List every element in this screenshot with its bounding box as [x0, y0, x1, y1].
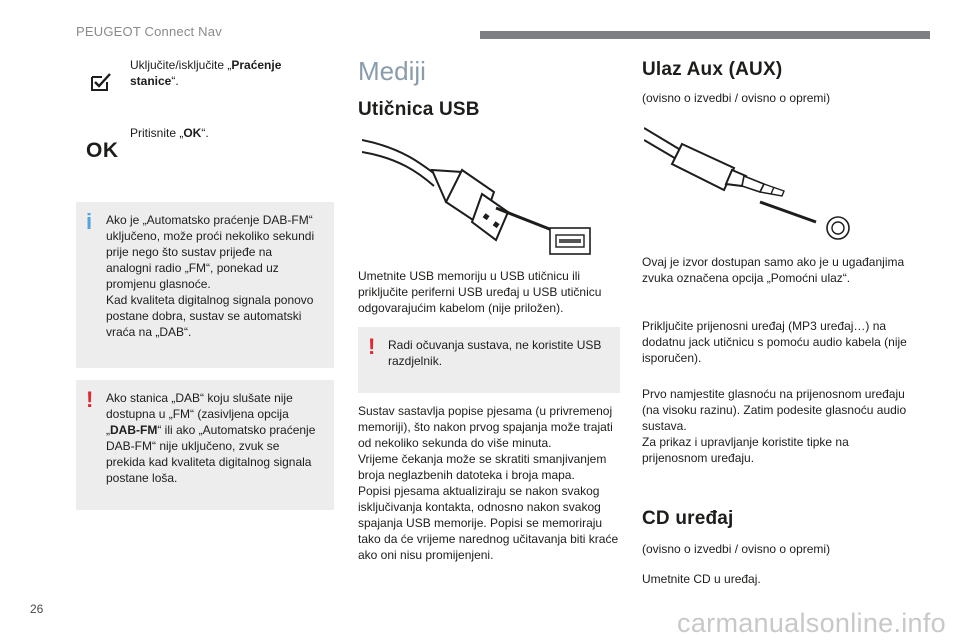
usb-warning-text: Radi očuvanja sustava, ne koristite USB razdjelnik.	[388, 338, 602, 368]
aux-subtitle: (ovisno o izvedbi / ovisno o opremi)	[642, 91, 831, 105]
section-title: Mediji	[358, 56, 426, 86]
running-header: PEUGEOT Connect Nav	[76, 24, 222, 39]
aux-connect-text: Priključite prijenosni uređaj (MP3 uređaj…) na dodatnu jack utičnicu s pomoću audio kabela (nije isporučen).	[642, 319, 907, 365]
watermark: carmanualsonline.info	[677, 608, 946, 638]
usb-insert-text: Umetnite USB memoriju u USB utičnicu ili priključite periferni USB uređaj u USB utičnicu odgovarajućim kabelom (nije priložen).	[358, 269, 602, 315]
warning-icon: !	[86, 387, 94, 412]
info-note-box	[76, 202, 334, 368]
usb-playlist-text: Sustav sastavlja popise pjesama (u privremenoj memoriji), što nakon prvog spajanja može trajati od nekoliko sekunda do više minuta. Vrijeme čekanja može se skratiti smanjivanjem broja neglazbenih datoteka i broja mapa. Popisi pjesama aktualiziraju se nakon svakog isključivanja kontakta, odnosno nakon svakog spajanja USB memorije. Popisi se memoriraju tako da će vrijeme narednog učitavanja biti kraće ako oni nisu promijenjeni.	[358, 404, 619, 562]
page-number: 26	[30, 602, 44, 616]
cd-subtitle: (ovisno o izvedbi / ovisno o opremi)	[642, 542, 831, 556]
warning-note-text: Ako stanica „DAB“ koju slušate nije dostupna u „FM“ (zasivljena opcija „DAB-FM“ ili ako „Automatsko praćenje DAB-FM“ nije uključeno, zvuk se prekida kad kvaliteta digitalnog signala postane loša.	[106, 391, 316, 485]
cd-title: CD uređaj	[642, 508, 734, 529]
info-note-p2: Kad kvaliteta digitalnog signala ponovo postane dobra, sustav se automatski vraća na „DAB“.	[106, 293, 314, 339]
usb-plug-illustration	[362, 134, 594, 258]
checkbox-toggle-icon	[90, 72, 112, 92]
usb-title: Utičnica USB	[358, 99, 480, 120]
cd-insert-text: Umetnite CD u uređaj.	[642, 572, 761, 586]
warning-note-box	[76, 380, 334, 510]
press-ok-text: Pritisnite „OK“.	[130, 126, 209, 140]
ok-icon: OK	[86, 139, 119, 162]
info-icon: i	[86, 209, 93, 234]
aux-title: Ulaz Aux (AUX)	[642, 59, 783, 80]
aux-jack-illustration	[644, 124, 854, 244]
info-note-p1: Ako je „Automatsko praćenje DAB-FM“ uključeno, može proći nekoliko sekundi prije nego što sustav prijeđe na analogni radio „FM“, ponekad uz promjenu glasnoće.	[106, 213, 315, 291]
usb-warning-box	[358, 327, 620, 393]
header-bar	[480, 31, 930, 39]
aux-volume-text: Prvo namjestite glasnoću na prijenosnom uređaju (na visoku razinu). Zatim podesite glasnoću audio sustava. Za prikaz i upravljanje koristite tipke na prijenosnom uređaju.	[642, 387, 907, 465]
toggle-station-tracking-text: Uključite/isključite „Praćenje stanice“.	[130, 58, 282, 88]
aux-availability-text: Ovaj je izvor dostupan samo ako je u ugađanjima zvuka označena opcija „Pomoćni ulaz“.	[642, 255, 905, 285]
warning-icon: !	[368, 334, 376, 359]
